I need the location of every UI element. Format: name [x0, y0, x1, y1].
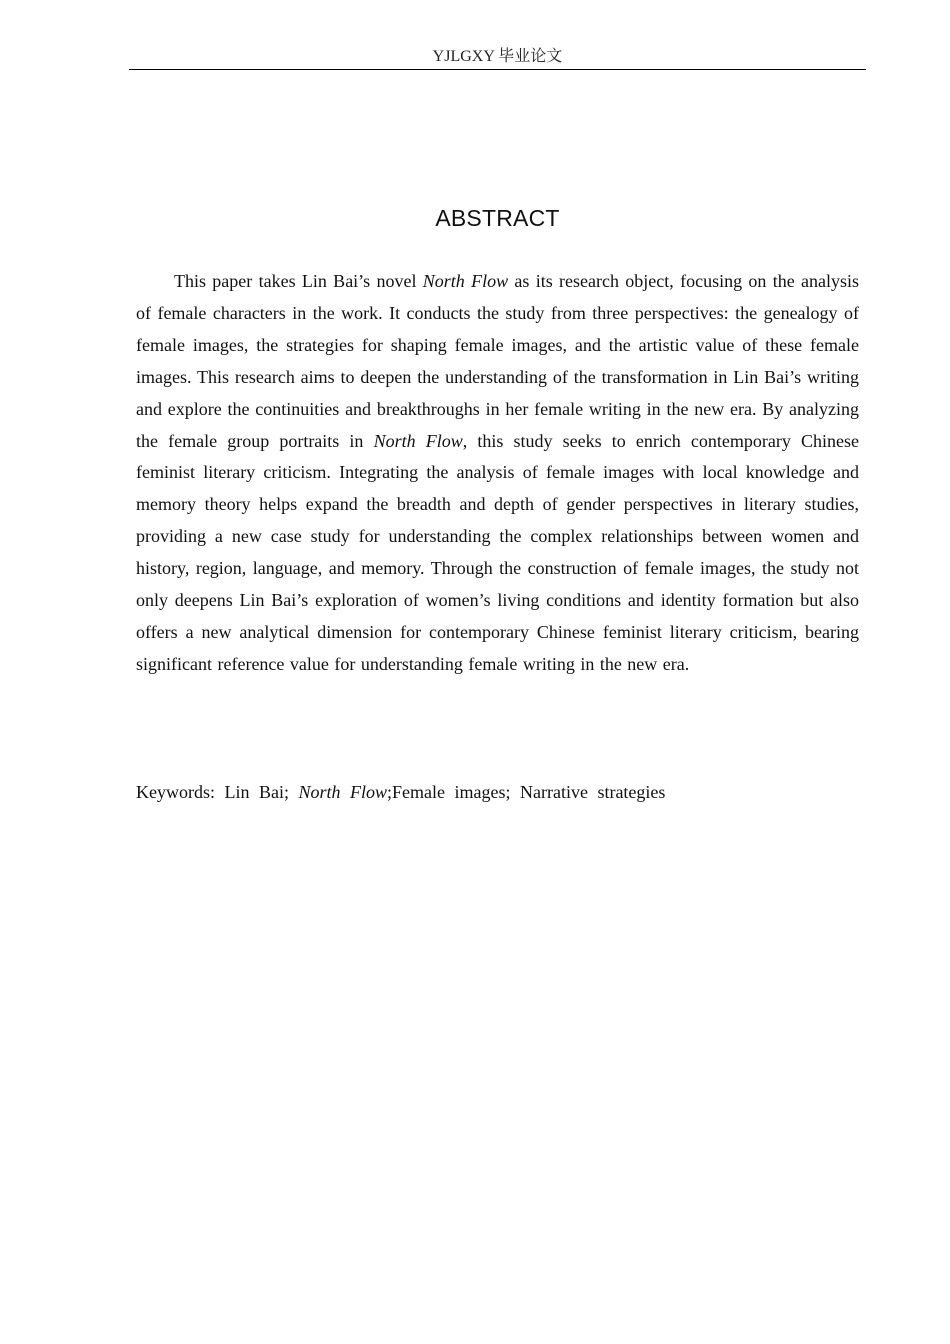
keyword-item-italic: North Flow — [298, 782, 388, 802]
novel-title-italic: North Flow — [373, 430, 463, 451]
novel-title-italic: North Flow — [422, 271, 509, 291]
running-header-title: YJLGXY 毕业论文 — [432, 48, 563, 65]
abstract-heading: ABSTRACT — [435, 205, 560, 231]
abstract-text-segment: as its research object, focusing on the analysis of female characters in the work. It conducts the study from three perspectives: the genealogy of female images, the strategies for shaping female images, and the artistic value of these female images. This research aims to deepen the understanding of the transformation in Lin Bai’s writing and explore the continuities and breakthroughs in her female writing in the new era. By analyzing the female group portraits in — [136, 271, 859, 451]
keyword-item: Lin Bai; — [215, 782, 299, 802]
keywords-label: Keywords: — [136, 782, 215, 802]
abstract-paragraph — [136, 266, 859, 681]
keywords-line — [136, 777, 859, 808]
keyword-item: ;Female images; Narrative strategies — [387, 782, 666, 802]
abstract-text-segment: This paper takes Lin Bai’s novel — [174, 271, 423, 291]
running-header — [129, 46, 866, 70]
abstract-text-segment: , this study seeks to enrich contemporary Chinese feminist literary criticism. Integrating the analysis of female images with local knowledge and memory theory helps expand the breadth and depth of gender perspectives in literary studies, providing a new case study for understanding the complex relationships between women and history, region, language, and memory. Through the construction of female images, the study not only deepens Lin Bai’s exploration of women’s living conditions and identity formation but also offers a new analytical dimension for contemporary Chinese feminist literary criticism, bearing significant reference value for understanding female writing in the new era. — [136, 430, 859, 674]
